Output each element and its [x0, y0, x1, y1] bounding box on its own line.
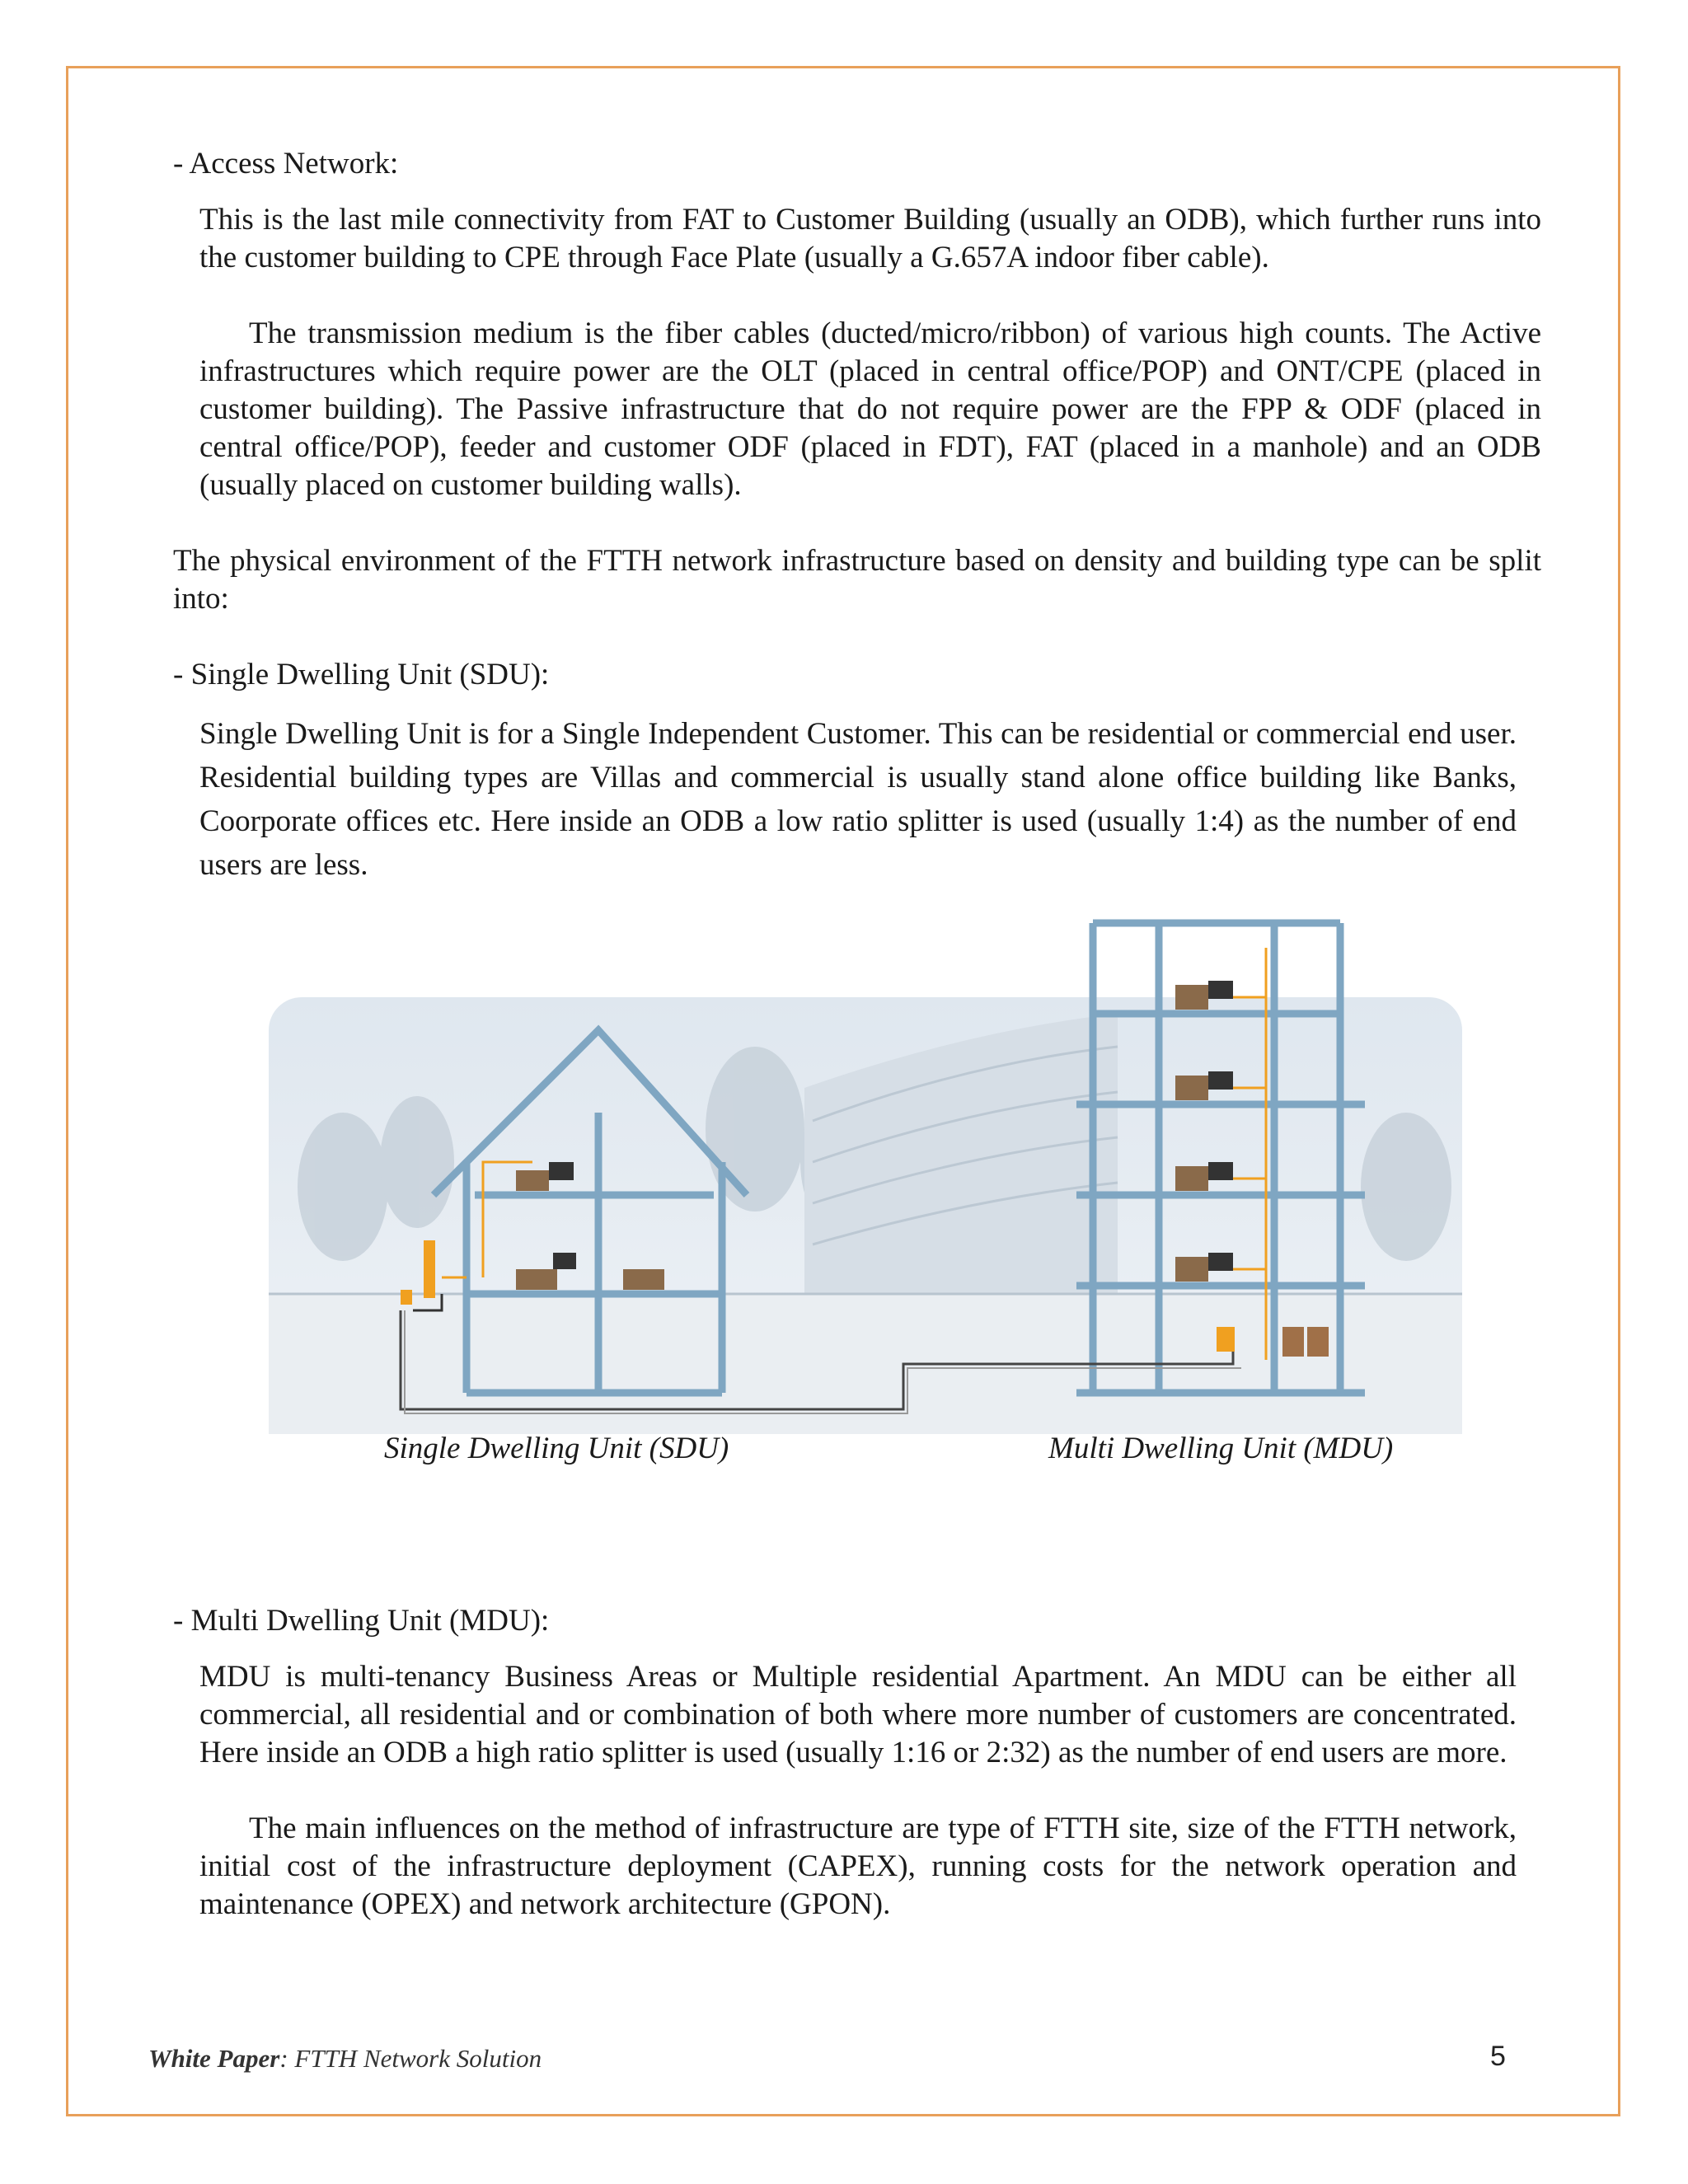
page-body	[173, 145, 1541, 887]
mdu-paragraph-2: The main influences on the method of infrastructure are type of FTTH site, size of the FTTH network, initial cost of the infrastructure deployment (CAPEX), running costs for the network operation and maintenance (OPEX) and network architecture (GPON).	[199, 1811, 1517, 1921]
sdu-mdu-illustration	[269, 915, 1462, 1434]
footer-title-bold: White Paper	[148, 2044, 280, 2073]
access-network-paragraph-1: This is the last mile connectivity from FAT to Customer Building (usually an ODB), which further runs into the customer building to CPE through Face Plate (usually a G.657A indoor fiber cable).	[199, 203, 1541, 274]
footer-title	[148, 2044, 542, 2074]
building-cross-section-diagram	[269, 915, 1462, 1434]
sdu-heading: - Single Dwelling Unit (SDU):	[173, 658, 550, 691]
access-network-heading: - Access Network:	[173, 147, 399, 180]
sdu-paragraph: Single Dwelling Unit is for a Single Independent Customer. This can be residential or commercial end user. Residential building types are Villas and commercial is usually stand alone office building like Banks, Coorporate offices etc. Here inside an ODB a low ratio splitter is used (usually 1:4) as the number of end users are less.	[199, 717, 1517, 882]
page-body-lower	[173, 1602, 1541, 1924]
mdu-paragraph-1: MDU is multi-tenancy Business Areas or Multiple residential Apartment. An MDU can be either all commercial, all residential and or combination of both where more number of customers are concentrated. Here inside an ODB a high ratio splitter is used (usually 1:16 or 2:32) as the number of end users are more.	[199, 1660, 1517, 1769]
figure-caption-mdu: Multi Dwelling Unit (MDU)	[1048, 1432, 1394, 1465]
physical-environment-paragraph: The physical environment of the FTTH network infrastructure based on density and building type can be split into:	[173, 544, 1541, 616]
mdu-heading: - Multi Dwelling Unit (MDU):	[173, 1604, 550, 1638]
figure-caption-sdu: Single Dwelling Unit (SDU)	[384, 1432, 729, 1465]
page-number: 5	[1490, 2041, 1506, 2072]
footer-title-rest: : FTTH Network Solution	[279, 2044, 542, 2073]
access-network-paragraph-2: The transmission medium is the fiber cables (ducted/micro/ribbon) of various high counts. The Active infrastructures which require power are the OLT (placed in central office/POP) and ONT/CPE (placed in customer building). The Passive infrastructure that do not require power are the FPP & ODF (placed in central office/POP), feeder and customer ODF (placed in FDT), FAT (placed in a manhole) and an ODB (usually placed on customer building walls).	[199, 316, 1541, 502]
